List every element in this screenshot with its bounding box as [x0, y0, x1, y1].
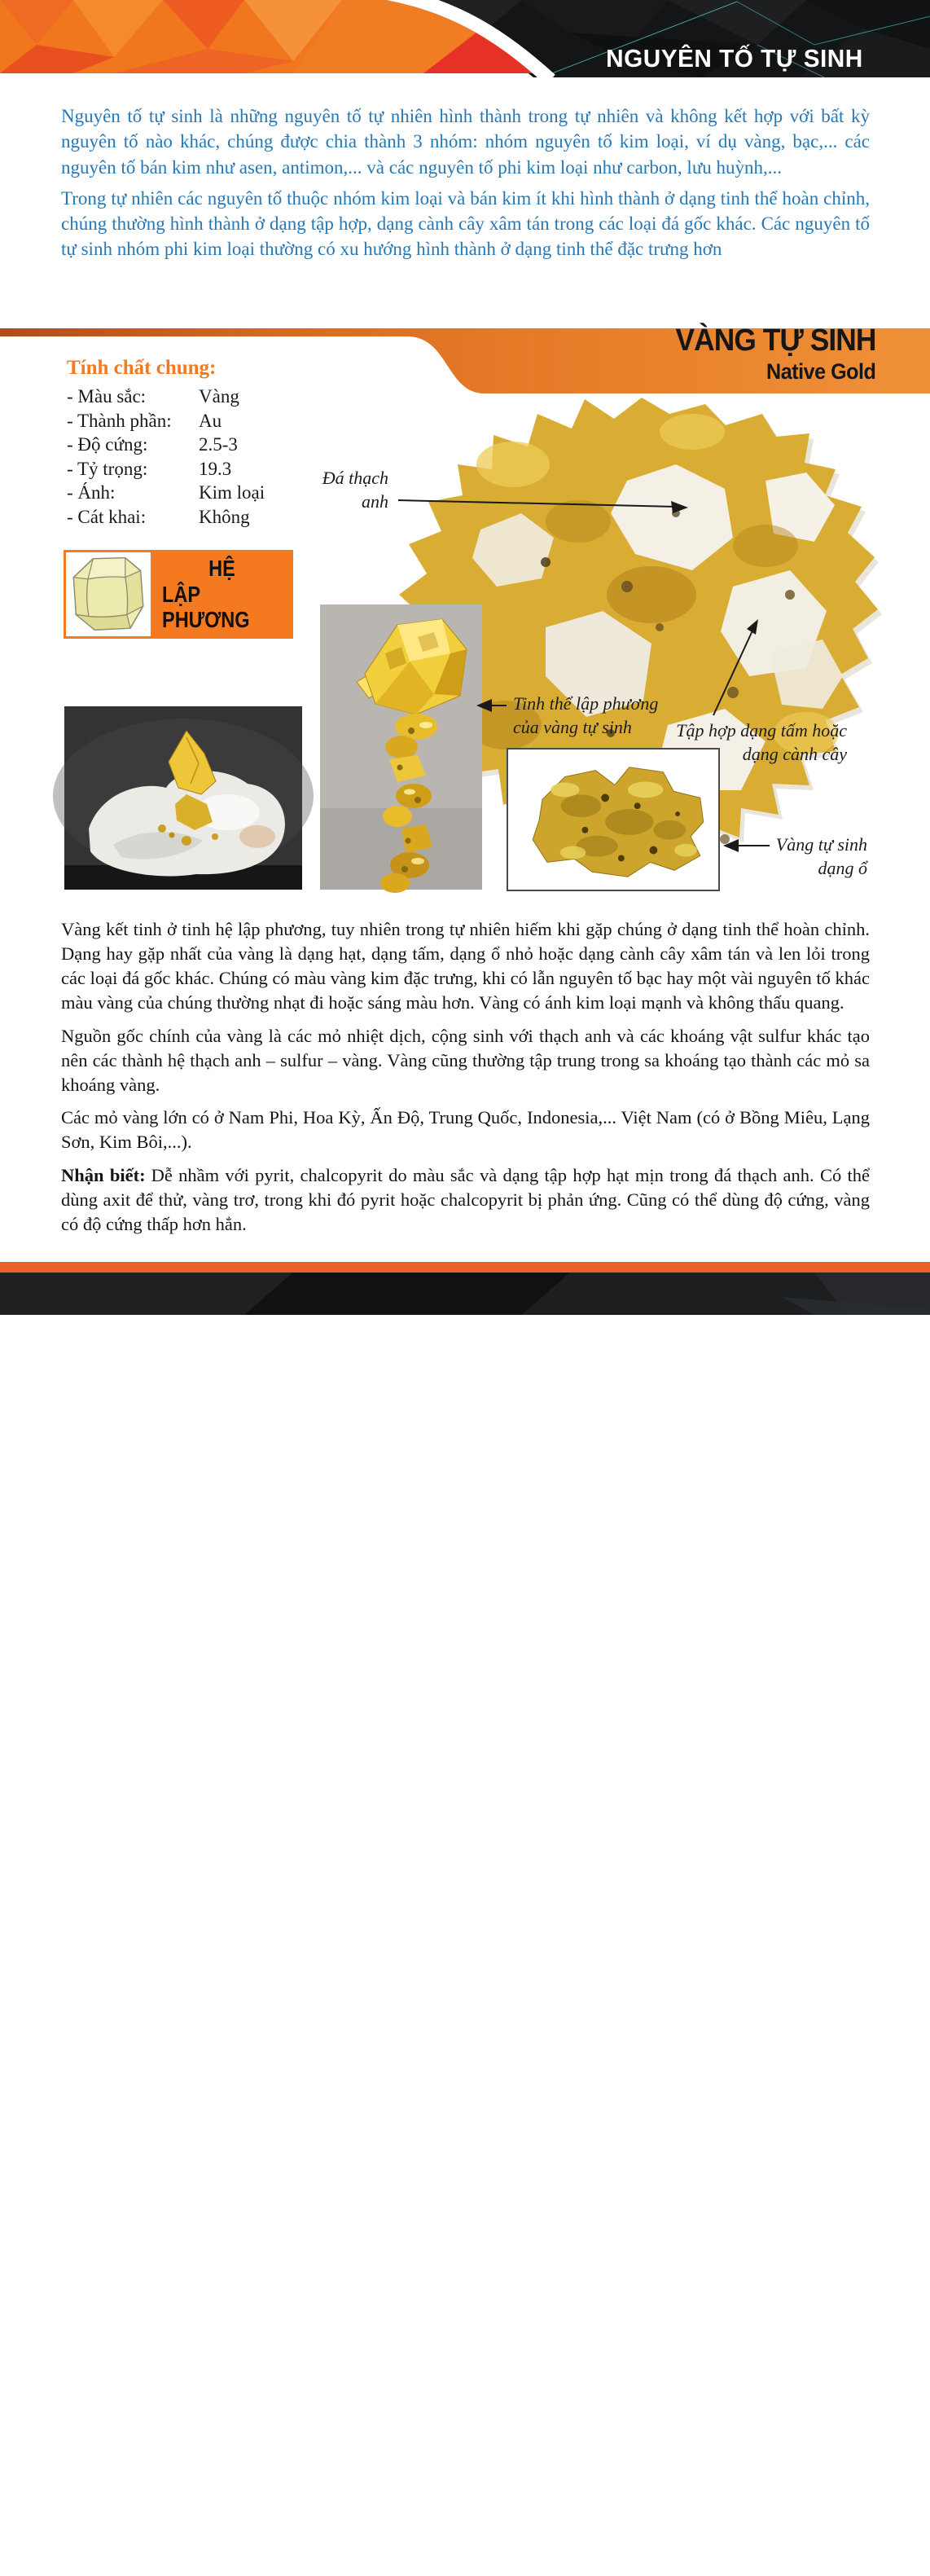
section-subtitle: Native Gold	[765, 359, 875, 384]
body-paragraph-1: Vàng kết tinh ở tinh hệ lập phương, tuy nhiên trong tự nhiên hiếm khi gặp chúng ở dạng tinh thể hoàn chỉnh. Dạng hay gặp nhất của vàng là dạng hạt, dạng tấm, dạng ổ nhỏ hoặc dạng cành cây xâm tán và len lỏi trong các loại đá gốc khác. Chúng có màu vàng kim đặc trưng, khi có lẫn nguyên tố bạc hay một vài nguyên tố khác màu vàng của chúng thường nhạt đi hoặc sáng màu hơn. Vàng có ánh kim loại mạnh và không thấu quang.	[61, 919, 870, 1013]
label-nugget: Vàng tự sinh dạng ổ	[775, 834, 867, 879]
property-row	[67, 482, 336, 507]
intro-text	[61, 103, 870, 268]
property-label: - Tỷ trọng:	[67, 458, 148, 479]
property-row	[67, 459, 336, 483]
property-row	[67, 434, 336, 459]
crystal-system-line2: LẬP PHƯƠNG	[162, 581, 250, 633]
crystal-drawing-frame	[66, 552, 151, 636]
label-quartz: Đá thạch anh	[322, 468, 388, 512]
property-label: - Ánh:	[67, 482, 116, 503]
gold-on-quartz-matrix-photo	[64, 706, 302, 890]
body-paragraph-2: Nguồn gốc chính của vàng là các mỏ nhiệt dịch, cộng sinh với thạch anh và các khoáng vật sulfur khác tạo nên các thành hệ thạch anh – sulfur – vàng. Vàng cũng thường tập trung trong sa khoáng tạo thành các mỏ sa khoáng vàng.	[61, 1025, 870, 1095]
property-value: Vàng	[199, 386, 239, 407]
crystal-system-box	[64, 550, 293, 639]
cubic-gold-crystal-photo	[320, 604, 482, 890]
page-header	[0, 0, 930, 77]
footer-background-art	[0, 1273, 930, 1315]
intro-paragraph-2: Trong tự nhiên các nguyên tố thuộc nhóm kim loại và bán kim ít khi hình thành ở dạng tinh thể hoàn chỉnh, chúng thường hình thành ở dạng tập hợp, dạng cành cây xâm tán trong các loại đá gốc khác. Các nguyên tố tự sinh nhóm phi kim loại thường có xu hướng hình thành ở dạng tinh thể đặc trưng hơn	[61, 187, 870, 260]
property-value: 2.5-3	[199, 434, 238, 455]
property-label: - Cát khai:	[67, 506, 147, 527]
body-text	[61, 917, 870, 1246]
section-title: VÀNG TỰ SINH	[675, 323, 875, 358]
cube-crystal-icon	[66, 552, 151, 636]
property-label: - Màu sắc:	[67, 386, 147, 407]
footer-band	[0, 1273, 930, 2575]
identification-text: Dễ nhầm với pyrit, chalcopyrit do màu sắc và dạng tập hợp hạt mịn trong đá thạch anh. Có thể dùng axit để thử, vàng trơ, trong khi đó pyrit hoặc chalcopyrit bị phản ứng. Cũng có thể dùng độ cứng, vàng có độ cứng thấp hơn hẳn.	[61, 1165, 871, 1235]
label-cubic-crystal: Tinh thể lập phương của vàng tự sinh	[513, 693, 659, 738]
identification-lead: Nhận biết:	[61, 1165, 146, 1186]
property-value: 19.3	[199, 458, 232, 479]
property-row	[67, 507, 336, 531]
property-value: Au	[199, 410, 222, 431]
properties-list	[67, 386, 336, 530]
crystal-system-label	[162, 550, 282, 639]
property-label: - Độ cứng:	[67, 434, 148, 455]
property-row	[67, 386, 336, 411]
intro-paragraph-1: Nguyên tố tự sinh là những nguyên tố tự nhiên hình thành trong tự nhiên và không kết hợp với bất kỳ nguyên tố nào khác, chúng được chia thành 3 nhóm: nhóm nguyên tố kim loại, ví dụ vàng, bạc,... các nguyên tố bán kim như asen, antimon,... và các nguyên tố phi kim loại như carbon, lưu huỳnh,...	[61, 106, 870, 178]
page-number: 59	[862, 2550, 888, 2575]
body-paragraph-3: Các mỏ vàng lớn có ở Nam Phi, Hoa Kỳ, Ấn Độ, Trung Quốc, Indonesia,... Việt Nam (có ở Bồng Miêu, Lạng Sơn, Kim Bôi,...).	[61, 1107, 870, 1153]
body-paragraph-4	[61, 1163, 870, 1237]
section-title-block	[660, 325, 875, 383]
footer-orange-bar	[0, 1262, 930, 1273]
property-row	[67, 411, 336, 435]
property-value: Kim loại	[199, 482, 265, 503]
crystal-system-line1: HỆ	[208, 556, 235, 582]
label-aggregate: Tập hợp dạng tấm hoặc dạng cành cây	[676, 720, 847, 765]
properties-heading: Tính chất chung:	[67, 357, 217, 379]
page-header-title: NGUYÊN TỐ TỰ SINH	[606, 44, 863, 73]
property-label: - Thành phần:	[67, 410, 172, 431]
gold-nugget-photo	[507, 748, 720, 891]
property-value: Không	[199, 506, 250, 527]
